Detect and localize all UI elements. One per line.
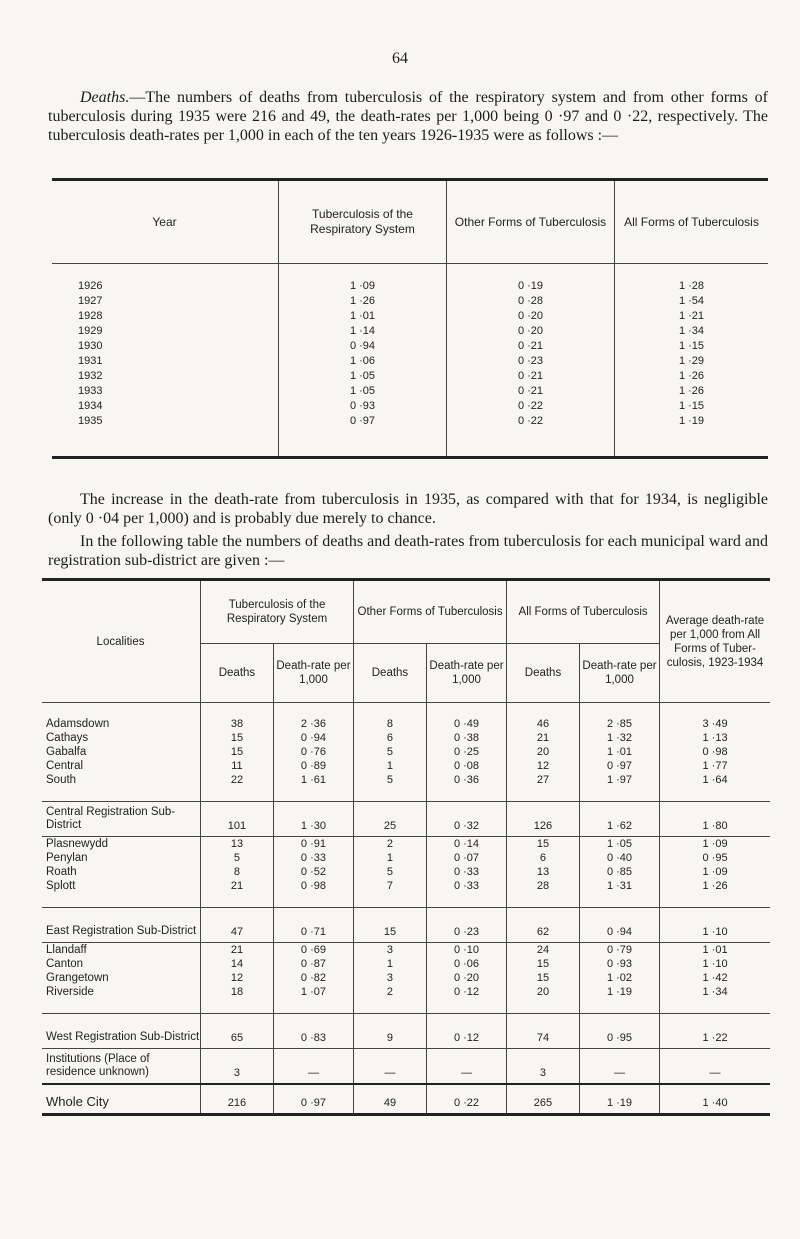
other-rate-cell: 0 ·21	[447, 338, 615, 353]
resp-rate-cell: 0 ·69	[273, 943, 353, 958]
locality-cell: Splott	[46, 880, 76, 892]
all-rate-cell: 1 ·19	[579, 985, 659, 999]
all-rate-cell: 1 ·21	[615, 308, 769, 323]
intro-paragraph	[48, 88, 768, 145]
resp-rate-cell: 1 ·05	[279, 383, 447, 398]
other-deaths-cell: 25	[354, 802, 427, 837]
t2-sub-rate: Death-rate per 1,000	[273, 644, 353, 703]
locality-cell: Adamsdown	[46, 718, 110, 730]
all-rate-cell: 1 ·26	[615, 368, 769, 383]
average-rate-cell: 1 ·26	[660, 879, 770, 893]
all-deaths-cell: 265	[507, 1084, 580, 1113]
all-deaths-cell: 126	[507, 802, 580, 837]
other-deaths-cell: 2	[354, 837, 427, 852]
other-rate-cell: 0 ·21	[447, 383, 615, 398]
year-cell: 1929	[78, 324, 103, 337]
other-rate-cell: 0 ·22	[447, 413, 615, 456]
table-row	[42, 957, 770, 971]
other-deaths-cell: 5	[354, 745, 427, 759]
other-rate-cell: 0 ·33	[426, 879, 506, 893]
resp-deaths-cell: 47	[201, 908, 274, 943]
locality-cell: Plasnewydd	[42, 837, 201, 852]
all-rate-cell: 1 ·28	[615, 264, 769, 294]
subtotal-row	[42, 802, 770, 837]
resp-rate-cell: 0 ·94	[279, 338, 447, 353]
table-row	[42, 731, 770, 745]
table-row	[42, 773, 770, 787]
table-row	[52, 398, 768, 413]
other-rate-cell: 0 ·22	[426, 1084, 506, 1113]
all-rate-cell: 0 ·79	[579, 943, 659, 958]
all-rate-cell: 2 ·85	[579, 717, 659, 731]
table-row	[42, 865, 770, 879]
resp-rate-cell: 2 ·36	[273, 717, 353, 731]
all-rate-cell: 1 ·19	[579, 1084, 659, 1113]
all-rate-cell: 0 ·93	[579, 957, 659, 971]
resp-rate-cell: 1 ·26	[279, 293, 447, 308]
subtotal-row	[42, 1049, 770, 1085]
locality-cell: Whole City	[42, 1084, 201, 1113]
resp-rate-cell: 0 ·83	[273, 1014, 353, 1049]
average-rate-cell: 1 ·80	[660, 802, 770, 837]
t1-header-all: All Forms of Tuberculosis	[615, 181, 769, 264]
all-rate-cell: 1 ·15	[615, 398, 769, 413]
resp-deaths-cell: 3	[201, 1049, 274, 1085]
other-rate-cell: 0 ·19	[447, 264, 615, 294]
average-rate-cell: 1 ·01	[660, 943, 770, 958]
other-rate-cell: 0 ·10	[426, 943, 506, 958]
increase-paragraph: The increase in the death-rate from tuberculosis in 1935, as compared with that for 1934, is negligible (only 0 ·04 per 1,000) and is probably due merely to chance.	[48, 491, 768, 527]
deaths-by-locality-table	[42, 578, 770, 1116]
table-row	[52, 383, 768, 398]
t2-header-resp: Tuberculosis of the Respiratory System	[201, 581, 354, 644]
other-rate-cell: 0 ·21	[447, 368, 615, 383]
t1-header-year: Year	[52, 181, 279, 264]
all-deaths-cell: 12	[507, 759, 580, 773]
resp-rate-cell: 0 ·91	[273, 837, 353, 852]
average-rate-cell: 1 ·13	[660, 731, 770, 745]
all-deaths-cell: 20	[507, 985, 580, 999]
table-row	[52, 293, 768, 308]
table-row	[52, 323, 768, 338]
year-cell: 1928	[78, 309, 103, 322]
all-rate-cell: 0 ·95	[579, 1014, 659, 1049]
intro-lead: Deaths.	[80, 89, 130, 106]
resp-deaths-cell: 8	[201, 865, 274, 879]
table-row	[42, 717, 770, 731]
other-deaths-cell: 1	[354, 759, 427, 773]
average-rate-cell: —	[660, 1049, 770, 1085]
resp-rate-cell: 1 ·14	[279, 323, 447, 338]
resp-rate-cell: 1 ·06	[279, 353, 447, 368]
other-rate-cell: 0 ·12	[426, 985, 506, 999]
all-deaths-cell: 62	[507, 908, 580, 943]
subtotal-row	[42, 1014, 770, 1049]
year-cell: 1930	[78, 339, 103, 352]
table-row	[42, 745, 770, 759]
locality-cell: Penylan	[46, 852, 88, 864]
other-deaths-cell: 1	[354, 851, 427, 865]
table-row	[42, 879, 770, 893]
all-deaths-cell: 20	[507, 745, 580, 759]
other-deaths-cell: 3	[354, 971, 427, 985]
table-row	[52, 368, 768, 383]
other-deaths-cell: 3	[354, 943, 427, 958]
all-deaths-cell: 46	[507, 717, 580, 731]
resp-rate-cell: 0 ·71	[273, 908, 353, 943]
other-rate-cell: 0 ·36	[426, 773, 506, 787]
resp-rate-cell: 0 ·94	[273, 731, 353, 745]
year-cell: 1932	[78, 369, 103, 382]
other-rate-cell: 0 ·38	[426, 731, 506, 745]
t2-sub-deaths: Deaths	[507, 644, 580, 703]
locality-cell: Riverside	[46, 986, 94, 998]
locality-cell: Cathays	[46, 732, 89, 744]
other-rate-cell: 0 ·07	[426, 851, 506, 865]
t1-header-other: Other Forms of Tuberculosis	[447, 181, 615, 264]
resp-rate-cell: 1 ·05	[279, 368, 447, 383]
other-deaths-cell: 15	[354, 908, 427, 943]
all-deaths-cell: 74	[507, 1014, 580, 1049]
all-deaths-cell: 6	[507, 851, 580, 865]
all-rate-cell: 1 ·05	[579, 837, 659, 852]
locality-cell: Llandaff	[42, 943, 201, 958]
all-rate-cell: 1 ·54	[615, 293, 769, 308]
resp-deaths-cell: 38	[201, 717, 274, 731]
resp-rate-cell: 0 ·52	[273, 865, 353, 879]
year-cell: 1935	[78, 414, 103, 427]
following-table-paragraph: In the following table the numbers of deaths and death-rates from tuberculosis for each municipal ward and registration sub-district are given :—	[48, 533, 768, 569]
resp-rate-cell: 1 ·07	[273, 985, 353, 999]
average-rate-cell: 1 ·22	[660, 1014, 770, 1049]
other-rate-cell: 0 ·20	[426, 971, 506, 985]
total-row	[42, 1084, 770, 1113]
intro-text: —The numbers of deaths from tuberculosis of the respiratory system and from other forms of tuberculosis during 1935 were 216 and 49, the death-rates per 1,000 being 0 ·97 and 0 ·22, respectively. The tuberculosis death-rates per 1,000 in each of the ten years 1926-1935 were as follows :—	[48, 89, 768, 144]
other-rate-cell: —	[426, 1049, 506, 1085]
all-rate-cell: 1 ·62	[579, 802, 659, 837]
all-rate-cell: 1 ·32	[579, 731, 659, 745]
all-rate-cell: 1 ·15	[615, 338, 769, 353]
resp-deaths-cell: 12	[201, 971, 274, 985]
locality-cell: Canton	[46, 958, 84, 970]
all-deaths-cell: 13	[507, 865, 580, 879]
average-rate-cell: 1 ·09	[660, 837, 770, 852]
all-deaths-cell: 15	[507, 971, 580, 985]
average-rate-cell: 3 ·49	[660, 717, 770, 731]
table-row	[42, 943, 770, 958]
all-deaths-cell: 3	[507, 1049, 580, 1085]
resp-rate-cell: —	[273, 1049, 353, 1085]
page-number: 64	[392, 50, 408, 67]
t2-sub-deaths: Deaths	[354, 644, 427, 703]
other-rate-cell: 0 ·22	[447, 398, 615, 413]
other-rate-cell: 0 ·23	[447, 353, 615, 368]
t2-header-all: All Forms of Tuberculosis	[507, 581, 660, 644]
other-deaths-cell: 7	[354, 879, 427, 893]
all-rate-cell: 1 ·31	[579, 879, 659, 893]
average-rate-cell: 1 ·64	[660, 773, 770, 787]
resp-deaths-cell: 5	[201, 851, 274, 865]
table-row	[42, 985, 770, 999]
resp-rate-cell: 0 ·89	[273, 759, 353, 773]
average-rate-cell: 1 ·09	[660, 865, 770, 879]
year-cell: 1934	[78, 399, 103, 412]
locality-cell: Institutions (Place of residence unknown)	[42, 1049, 201, 1085]
other-rate-cell: 0 ·20	[447, 308, 615, 323]
resp-rate-cell: 0 ·97	[273, 1084, 353, 1113]
other-deaths-cell: 8	[354, 717, 427, 731]
resp-rate-cell: 0 ·93	[279, 398, 447, 413]
other-deaths-cell: 2	[354, 985, 427, 999]
table-row	[42, 971, 770, 985]
resp-deaths-cell: 11	[201, 759, 274, 773]
all-deaths-cell: 24	[507, 943, 580, 958]
resp-deaths-cell: 13	[201, 837, 274, 852]
average-rate-cell: 1 ·10	[660, 957, 770, 971]
all-rate-cell: 1 ·02	[579, 971, 659, 985]
all-deaths-cell: 27	[507, 773, 580, 787]
locality-cell: West Registration Sub-District	[42, 1014, 201, 1049]
other-rate-cell: 0 ·25	[426, 745, 506, 759]
t1-header-resp: Tuberculosis of the Respiratory System	[279, 181, 447, 264]
year-cell: 1926	[78, 279, 103, 292]
other-rate-cell: 0 ·12	[426, 1014, 506, 1049]
all-rate-cell: 0 ·97	[579, 759, 659, 773]
other-deaths-cell: 5	[354, 773, 427, 787]
table-row	[52, 353, 768, 368]
locality-cell: South	[46, 774, 77, 786]
table-row	[42, 851, 770, 865]
average-rate-cell: 0 ·98	[660, 745, 770, 759]
resp-rate-cell: 0 ·87	[273, 957, 353, 971]
other-rate-cell: 0 ·20	[447, 323, 615, 338]
resp-deaths-cell: 14	[201, 957, 274, 971]
resp-deaths-cell: 21	[201, 879, 274, 893]
other-deaths-cell: 5	[354, 865, 427, 879]
other-rate-cell: 0 ·33	[426, 865, 506, 879]
locality-cell: Gabalfa	[46, 746, 87, 758]
average-rate-cell: 0 ·95	[660, 851, 770, 865]
other-deaths-cell: 1	[354, 957, 427, 971]
all-deaths-cell: 15	[507, 837, 580, 852]
year-cell: 1927	[78, 294, 103, 307]
all-rate-cell: 1 ·97	[579, 773, 659, 787]
average-rate-cell: 1 ·10	[660, 908, 770, 943]
resp-rate-cell: 1 ·01	[279, 308, 447, 323]
resp-rate-cell: 1 ·09	[279, 264, 447, 294]
other-rate-cell: 0 ·49	[426, 717, 506, 731]
resp-rate-cell: 1 ·61	[273, 773, 353, 787]
resp-rate-cell: 1 ·30	[273, 802, 353, 837]
other-rate-cell: 0 ·14	[426, 837, 506, 852]
locality-cell: Central	[46, 760, 84, 772]
resp-deaths-cell: 21	[201, 943, 274, 958]
table-row	[42, 837, 770, 852]
all-deaths-cell: 28	[507, 879, 580, 893]
table-row	[52, 338, 768, 353]
all-rate-cell: 1 ·26	[615, 383, 769, 398]
resp-rate-cell: 0 ·33	[273, 851, 353, 865]
other-rate-cell: 0 ·08	[426, 759, 506, 773]
death-rate-by-year-table	[52, 178, 768, 459]
resp-rate-cell: 0 ·97	[279, 413, 447, 456]
all-rate-cell: 1 ·29	[615, 353, 769, 368]
average-rate-cell: 1 ·40	[660, 1084, 770, 1113]
average-rate-cell: 1 ·42	[660, 971, 770, 985]
all-rate-cell: 1 ·19	[615, 413, 769, 456]
t2-sub-rate: Death-rate per 1,000	[426, 644, 506, 703]
t2-header-other: Other Forms of Tuberculosis	[354, 581, 507, 644]
all-rate-cell: —	[579, 1049, 659, 1085]
average-rate-cell: 1 ·77	[660, 759, 770, 773]
table-row	[42, 759, 770, 773]
resp-deaths-cell: 65	[201, 1014, 274, 1049]
resp-deaths-cell: 216	[201, 1084, 274, 1113]
table-row	[52, 413, 768, 456]
other-rate-cell: 0 ·23	[426, 908, 506, 943]
resp-deaths-cell: 101	[201, 802, 274, 837]
year-cell: 1931	[78, 354, 103, 367]
locality-cell: East Registration Sub-District	[42, 908, 201, 943]
locality-cell: Central Registration Sub-District	[42, 802, 201, 837]
other-deaths-cell: 49	[354, 1084, 427, 1113]
resp-deaths-cell: 18	[201, 985, 274, 999]
other-deaths-cell: —	[354, 1049, 427, 1085]
all-rate-cell: 0 ·85	[579, 865, 659, 879]
all-rate-cell: 0 ·94	[579, 908, 659, 943]
all-rate-cell: 0 ·40	[579, 851, 659, 865]
other-rate-cell: 0 ·28	[447, 293, 615, 308]
t2-header-average: Average death-rate per 1,000 from All Forms of Tuber-culosis, 1923-1934	[660, 581, 770, 703]
other-rate-cell: 0 ·06	[426, 957, 506, 971]
all-deaths-cell: 15	[507, 957, 580, 971]
resp-deaths-cell: 22	[201, 773, 274, 787]
all-deaths-cell: 21	[507, 731, 580, 745]
table-row	[52, 308, 768, 323]
resp-deaths-cell: 15	[201, 731, 274, 745]
average-rate-cell: 1 ·34	[660, 985, 770, 999]
resp-rate-cell: 0 ·76	[273, 745, 353, 759]
other-deaths-cell: 6	[354, 731, 427, 745]
subtotal-row	[42, 908, 770, 943]
all-rate-cell: 1 ·34	[615, 323, 769, 338]
t2-sub-rate: Death-rate per 1,000	[579, 644, 659, 703]
resp-rate-cell: 0 ·98	[273, 879, 353, 893]
other-deaths-cell: 9	[354, 1014, 427, 1049]
other-rate-cell: 0 ·32	[426, 802, 506, 837]
t2-sub-deaths: Deaths	[201, 644, 274, 703]
table-row	[52, 264, 768, 294]
all-rate-cell: 1 ·01	[579, 745, 659, 759]
t2-header-localities: Localities	[42, 581, 201, 703]
locality-cell: Grangetown	[46, 972, 109, 984]
resp-deaths-cell: 15	[201, 745, 274, 759]
locality-cell: Roath	[46, 866, 77, 878]
resp-rate-cell: 0 ·82	[273, 971, 353, 985]
year-cell: 1933	[78, 384, 103, 397]
